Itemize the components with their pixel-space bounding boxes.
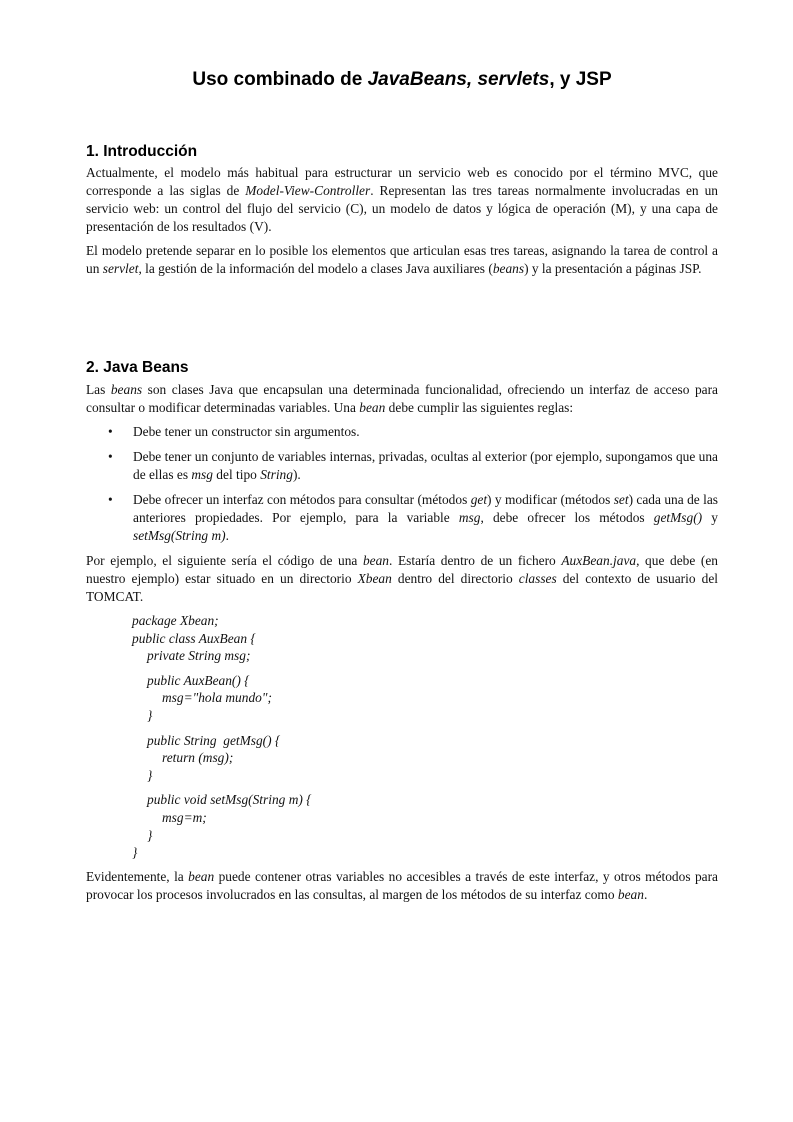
- bean-rules-list: [86, 423, 718, 545]
- beans-paragraph-3: Evidentemente, la bean puede contener otras variables no accesibles a través de este interfaz, y otros métodos para provocar los procesos involucrados en las consultas, al margen de los métodos de su interfaz como bean.: [86, 868, 718, 902]
- list-item: • Debe tener un conjunto de variables internas, privadas, ocultas al exterior (por ejemplo, supongamos que una de ellas es msg del tipo String).: [108, 449, 718, 482]
- title-text: Uso combinado de: [192, 69, 368, 90]
- beans-paragraph-1: Las beans son clases Java que encapsulan una determinada funcionalidad, ofreciendo un interfaz de acceso para consultar o modificar determinadas variables. Una bean debe cumplir las siguientes reglas:: [86, 382, 718, 415]
- title-javabeans: JavaBeans,: [367, 69, 473, 90]
- code-line: return (msg);: [162, 750, 234, 766]
- code-block: [132, 612, 718, 862]
- code-line: public AuxBean() {: [147, 672, 250, 688]
- code-line: public class AuxBean {: [132, 630, 256, 646]
- section-1-heading: 1. Introducción: [86, 143, 198, 160]
- title-servlets: servlets: [477, 69, 550, 90]
- code-line: private String msg;: [147, 648, 251, 664]
- bullet-icon: •: [108, 492, 113, 507]
- beans-paragraph-2: Por ejemplo, el siguiente sería el código de una bean. Estaría dentro de un fichero AuxBean.java, que debe (en nuestro ejemplo) estar situado en un directorio Xbean dentro del directorio classes del contexto de usuario del TOMCAT.: [86, 553, 718, 604]
- code-line: msg="hola mundo";: [162, 690, 272, 706]
- code-line: }: [147, 767, 153, 783]
- code-line: public String getMsg() {: [147, 732, 281, 748]
- bullet-icon: •: [108, 449, 113, 464]
- code-line: msg=m;: [162, 809, 207, 825]
- code-line: }: [132, 845, 138, 861]
- intro-paragraph-1: Actualmente, el modelo más habitual para estructurar un servicio web es conocido por el término MVC, que corresponde a las siglas de Model-View-Controller. Representan las tres tareas normalmente involucradas en un servicio web: un control del flujo del servicio (C), un modelo de datos y lógica de operación (M), y una capa de presentación de los resultados (V).: [86, 165, 718, 234]
- code-line: package Xbean;: [132, 613, 219, 628]
- list-item: • Debe ofrecer un interfaz con métodos para consultar (métodos get) y modificar (métodos set) cada una de las anteriores propiedades. Por ejemplo, para la variable msg, debe ofrecer los métodos getMsg() y setMsg(String m).: [108, 492, 718, 543]
- list-item: • Debe tener un constructor sin argumentos.: [108, 424, 360, 439]
- code-line: }: [147, 707, 153, 723]
- document-title: [86, 68, 718, 92]
- section-2-heading: 2. Java Beans: [86, 359, 189, 376]
- bullet-icon: •: [108, 424, 113, 439]
- code-line: }: [147, 827, 153, 843]
- code-line: public void setMsg(String m) {: [147, 792, 312, 808]
- intro-paragraph-2: El modelo pretende separar en lo posible los elementos que articulan esas tres tareas, asignando la tarea de control a un servlet, la gestión de la información del modelo a clases Java auxiliares (beans) y la presentación a páginas JSP.: [86, 243, 718, 276]
- title-suffix: , y JSP: [549, 69, 612, 90]
